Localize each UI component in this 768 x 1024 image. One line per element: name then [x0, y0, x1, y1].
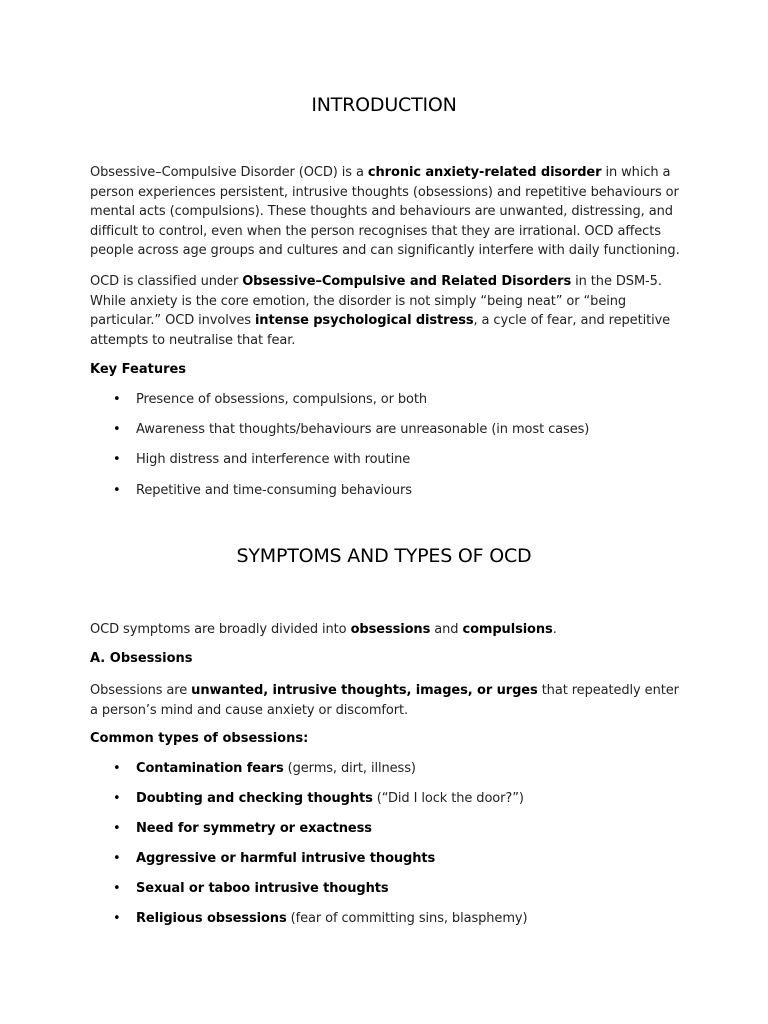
list-item-text: Repetitive and time-consuming behaviours	[136, 483, 412, 498]
text-run: Obsessive–Compulsive Disorder (OCD) is a	[90, 165, 368, 180]
list-item-text: High distress and interference with routine	[136, 452, 411, 467]
list-item-text	[136, 791, 524, 806]
bullet-icon: •	[113, 881, 121, 896]
key-features-heading: Key Features	[90, 362, 187, 377]
bullet-icon: •	[113, 761, 121, 776]
emphasis-text: Need for symmetry or exactness	[136, 821, 372, 836]
list-item-text	[136, 761, 416, 776]
list-item-text	[136, 821, 372, 836]
emphasis-text: unwanted, intrusive thoughts, images, or urges	[191, 683, 538, 698]
common-types-heading: Common types of obsessions:	[90, 731, 309, 746]
symptoms-paragraph	[90, 620, 680, 640]
bullet-icon: •	[113, 851, 121, 866]
text-run: (germs, dirt, illness)	[283, 761, 416, 776]
intro-paragraph-1	[90, 163, 680, 261]
intro-paragraph-2	[90, 272, 680, 350]
list-item-text: Awareness that thoughts/behaviours are unreasonable (in most cases)	[136, 422, 590, 437]
emphasis-text: Aggressive or harmful intrusive thoughts	[136, 851, 436, 866]
text-run: Obsessions are	[90, 683, 192, 698]
bullet-icon: •	[113, 452, 121, 467]
bullet-icon: •	[113, 911, 121, 926]
text-run: in the DSM-5. While anxiety is the core emotion, the disorder is not simply “being neat” or “being particular.” OCD involves	[90, 274, 662, 329]
text-run: .	[552, 622, 557, 637]
text-run: , a cycle of fear, and repetitive attempts to neutralise that fear.	[90, 313, 671, 348]
text-run: (fear of committing sins, blasphemy)	[286, 911, 528, 926]
emphasis-text: Obsessive–Compulsive and Related Disorders	[242, 274, 572, 289]
emphasis-text: Religious obsessions	[136, 911, 287, 926]
text-run: that repeatedly enter a person’s mind and cause anxiety or discomfort.	[90, 683, 679, 718]
list-item-text: Presence of obsessions, compulsions, or both	[136, 392, 428, 407]
text-run: and	[430, 622, 463, 637]
bullet-icon: •	[113, 483, 121, 498]
obsessions-heading: A. Obsessions	[90, 651, 193, 666]
emphasis-text: obsessions	[350, 622, 431, 637]
text-run: (“Did I lock the door?”)	[372, 791, 524, 806]
text-run: in which a person experiences persistent, intrusive thoughts (obsessions) and repetitive behaviours or mental acts (compulsions). These thoughts and behaviours are unwanted, distressing, and difficult to control, even when the person recognises that they are irrational. OCD affects people across age groups and cultures and can significantly interfere with daily functioning.	[90, 165, 680, 259]
bullet-icon: •	[113, 422, 121, 437]
list-item-text	[136, 911, 527, 926]
text-run: OCD is classified under	[90, 274, 243, 289]
emphasis-text: intense psychological distress	[254, 313, 474, 329]
emphasis-text: compulsions	[462, 622, 553, 637]
intro-heading: INTRODUCTION	[311, 94, 457, 116]
emphasis-text: Doubting and checking thoughts	[136, 791, 373, 806]
list-item-text	[136, 881, 389, 896]
obsessions-paragraph	[90, 681, 680, 720]
list-item-text	[136, 851, 435, 866]
text-run: OCD symptoms are broadly divided into	[90, 622, 351, 637]
emphasis-text: chronic anxiety-related disorder	[367, 165, 602, 180]
emphasis-text: Sexual or taboo intrusive thoughts	[136, 881, 389, 896]
bullet-icon: •	[113, 821, 121, 836]
symptoms-heading: SYMPTOMS AND TYPES OF OCD	[236, 545, 532, 567]
bullet-icon: •	[113, 392, 121, 407]
emphasis-text: Contamination fears	[136, 761, 284, 776]
bullet-icon: •	[113, 791, 121, 806]
